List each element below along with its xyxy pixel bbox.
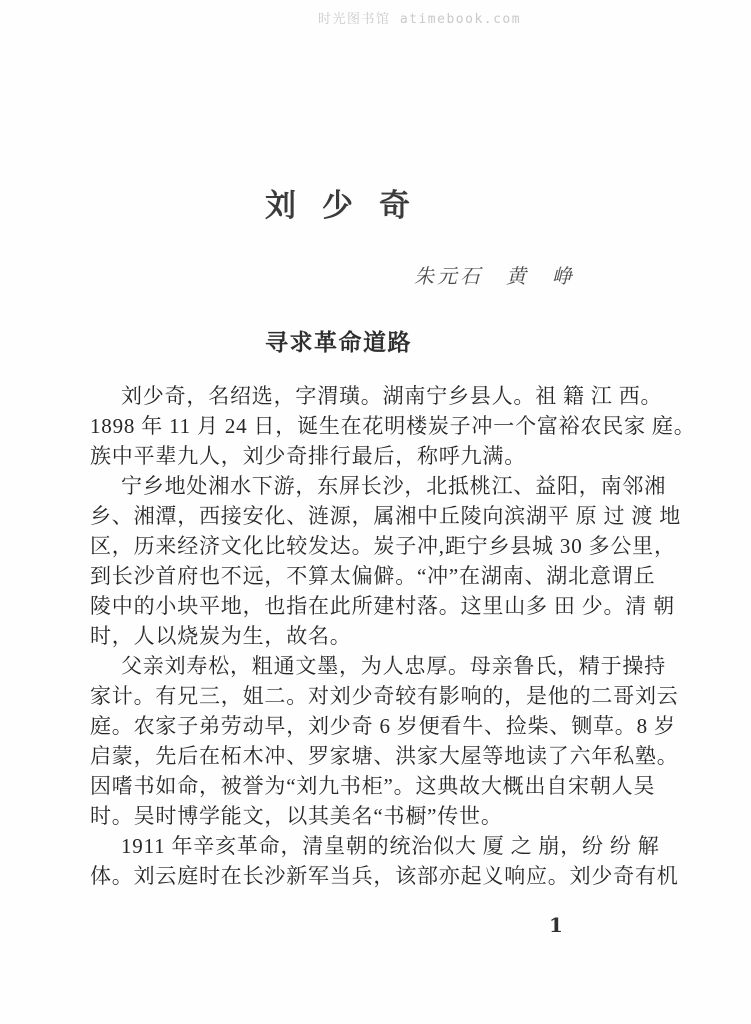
body-text xyxy=(90,381,696,891)
body-line: 宁乡地处湘水下游，东屏长沙，北抵桃江、益阳，南邻湘 xyxy=(121,474,666,498)
body-line: 庭。农家子弟劳动早，刘少奇 6 岁便看牛、捡柴、铡草。8 岁 xyxy=(90,714,676,738)
body-line: 时。吴时博学能文，以其美名“书橱”传世。 xyxy=(90,804,503,828)
page-title: 刘少奇 xyxy=(265,188,436,223)
watermark-text: 时光图书馆 atimebook.com xyxy=(318,12,522,27)
body-line: 刘少奇，名绍选，字渭璜。湖南宁乡县人。祖 籍 江 西。 xyxy=(121,384,663,408)
body-line: 到长沙首府也不远，不算太偏僻。“冲”在湖南、湖北意谓丘 xyxy=(90,564,656,588)
body-line: 体。刘云庭时在长沙新军当兵，该部亦起义响应。刘少奇有机 xyxy=(90,864,679,888)
body-line: 陵中的小块平地，也指在此所建村落。这里山多 田 少。清 朝 xyxy=(90,594,675,618)
body-line: 族中平辈九人，刘少奇排行最后，称呼九满。 xyxy=(90,444,526,468)
body-line: 1911 年辛亥革命，清皇朝的统治似大 厦 之 崩，纷 纷 解 xyxy=(121,834,660,858)
body-line: 家计。有兄三，姐二。对刘少奇较有影响的，是他的二哥刘云 xyxy=(90,684,679,708)
body-line: 启蒙，先后在柘木冲、罗家塘、洪家大屋等地读了六年私塾。 xyxy=(90,744,679,768)
body-line: 1898 年 11 月 24 日，诞生在花明楼炭子冲一个富裕农民家 庭。 xyxy=(90,414,696,438)
body-line: 区，历来经济文化比较发达。炭子冲,距宁乡县城 30 多公里， xyxy=(90,534,676,558)
page-number: 1 xyxy=(549,913,563,937)
body-line: 乡、湘潭，西接安化、涟源，属湘中丘陵向滨湖平 原 过 渡 地 xyxy=(90,504,681,528)
body-line: 时，人以烧炭为生，故名。 xyxy=(90,624,352,648)
section-heading: 寻求革命道路 xyxy=(265,330,412,355)
body-line: 父亲刘寿松，粗通文墨，为人忠厚。母亲鲁氏，精于操持 xyxy=(121,654,666,678)
body-line: 因嗜书如命，被誉为“刘九书柜”。这典故大概出自宋朝人吴 xyxy=(90,774,656,798)
authors: 朱元石 黄 峥 xyxy=(414,266,575,288)
